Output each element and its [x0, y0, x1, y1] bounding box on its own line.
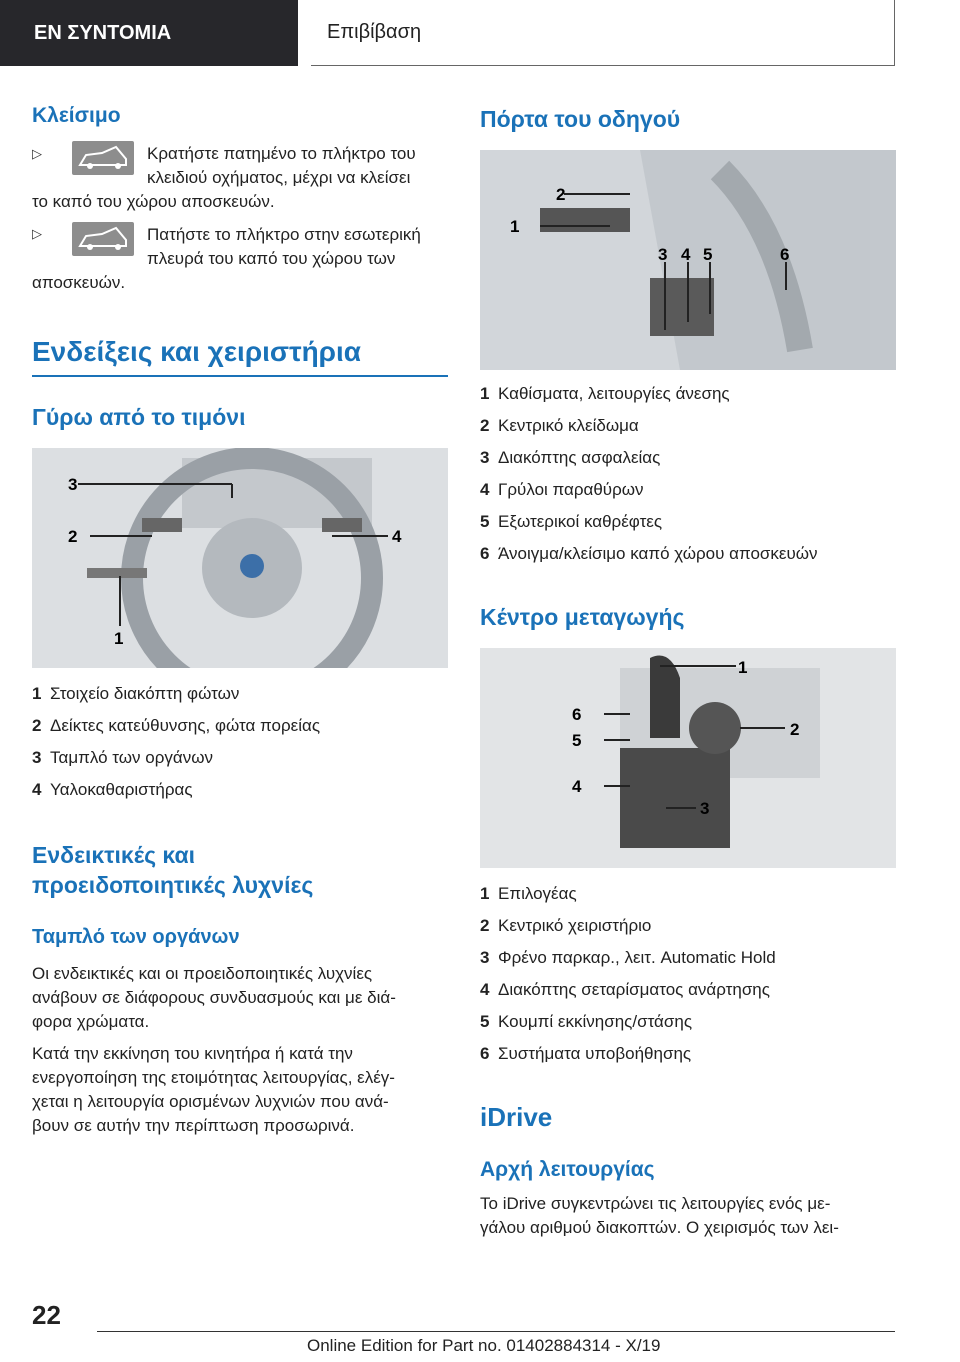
lamps-p1-l1: Οι ενδεικτικές και οι προειδοποιητικές λυχνίες [32, 964, 373, 983]
step1-line2: κλειδιού οχήματος, μέχρι να κλείσει [147, 168, 411, 187]
step-bullet-icon: ▷ [32, 146, 42, 161]
steering-wheel-photo [32, 448, 448, 668]
footer-rule [97, 1331, 895, 1332]
idrive-p-l2: γάλου αριθμού διακοπτών. Ο χειρισμός των λει- [480, 1218, 839, 1237]
callout-1: 1 [510, 217, 520, 236]
lamps-p1-l2: ανάβουν σε διάφορους συνδυασμούς και με διά- [32, 988, 396, 1007]
idrive-p-l1: Το iDrive συγκεντρώνει τις λειτουργίες ενός με- [480, 1194, 831, 1213]
callout-6: 6 [780, 245, 790, 264]
section-tab[interactable] [311, 0, 895, 66]
callout-4: 4 [572, 777, 582, 796]
step2-line1: Πατήστε το πλήκτρο στην εσωτερική [147, 225, 421, 244]
callout-1: 1 [738, 658, 748, 677]
callout-1: 1 [114, 629, 124, 648]
lamps-p2-l3: χεται η λειτουργία ορισμένων λυχνιών που ανά- [32, 1092, 389, 1111]
callout-4: 4 [392, 527, 402, 546]
lamps-p2-l1: Κατά την εκκίνηση του κινητήρα ή κατά την [32, 1044, 353, 1063]
edition-link[interactable]: Online Edition for Part no. 01402884314 - X/19 [307, 1336, 661, 1355]
step2-line2: πλευρά του καπό του χώρου των [147, 249, 396, 268]
driver-door-photo [480, 150, 896, 370]
callout-3: 3 [700, 799, 710, 818]
callout-5: 5 [703, 245, 713, 264]
door-heading: Πόρτα του οδηγού [480, 106, 681, 132]
callout-3: 3 [658, 245, 668, 264]
page-number: 22 [32, 1300, 61, 1330]
step1-line3: το καπό του χώρου αποσκευών. [32, 192, 275, 211]
callout-5: 5 [572, 731, 582, 750]
chapter-label: ΕΝ ΣΥΝΤΟΜΙΑ [34, 21, 172, 44]
closing-heading: Κλείσιμο [32, 104, 121, 127]
section-label: Επιβίβαση [327, 21, 422, 43]
step-bullet-icon: ▷ [32, 226, 42, 241]
callout-6: 6 [572, 705, 582, 724]
callout-2: 2 [790, 720, 800, 739]
indicators-heading: Ενδείξεις και χειριστήρια [32, 336, 361, 367]
heading-rule [32, 375, 448, 377]
step2-line3: αποσκευών. [32, 273, 126, 292]
center-console-photo [480, 648, 896, 868]
car-key-trunk-icon [72, 141, 134, 175]
lamps-p2-l4: βουν σε αυτήν την περίπτωση προσωρινά. [32, 1116, 355, 1135]
trunk-button-icon [72, 222, 134, 256]
principle-subheading: Αρχή λειτουργίας [480, 1158, 655, 1181]
lamps-p1-l3: φορα χρώματα. [32, 1012, 150, 1031]
lamps-p2-l2: ενεργοποίηση της ετοιμότητας λειτουργίας, ελέγ- [32, 1068, 395, 1087]
console-heading: Κέντρο μεταγωγής [480, 604, 685, 630]
idrive-heading: iDrive [480, 1102, 553, 1132]
callout-2: 2 [556, 185, 566, 204]
callout-3: 3 [68, 475, 78, 494]
step1-line1: Κρατήστε πατημένο το πλήκτρο του [147, 144, 416, 163]
lamps-heading-line1: Ενδεικτικές και [32, 842, 196, 868]
steering-heading: Γύρω από το τιμόνι [32, 404, 246, 430]
lamps-heading-line2: προειδοποιητικές λυχνίες [32, 872, 314, 898]
callout-2: 2 [68, 527, 78, 546]
chapter-tab[interactable] [0, 0, 298, 66]
callout-4: 4 [681, 245, 691, 264]
instrument-cluster-subheading: Ταμπλό των οργάνων [32, 926, 240, 948]
